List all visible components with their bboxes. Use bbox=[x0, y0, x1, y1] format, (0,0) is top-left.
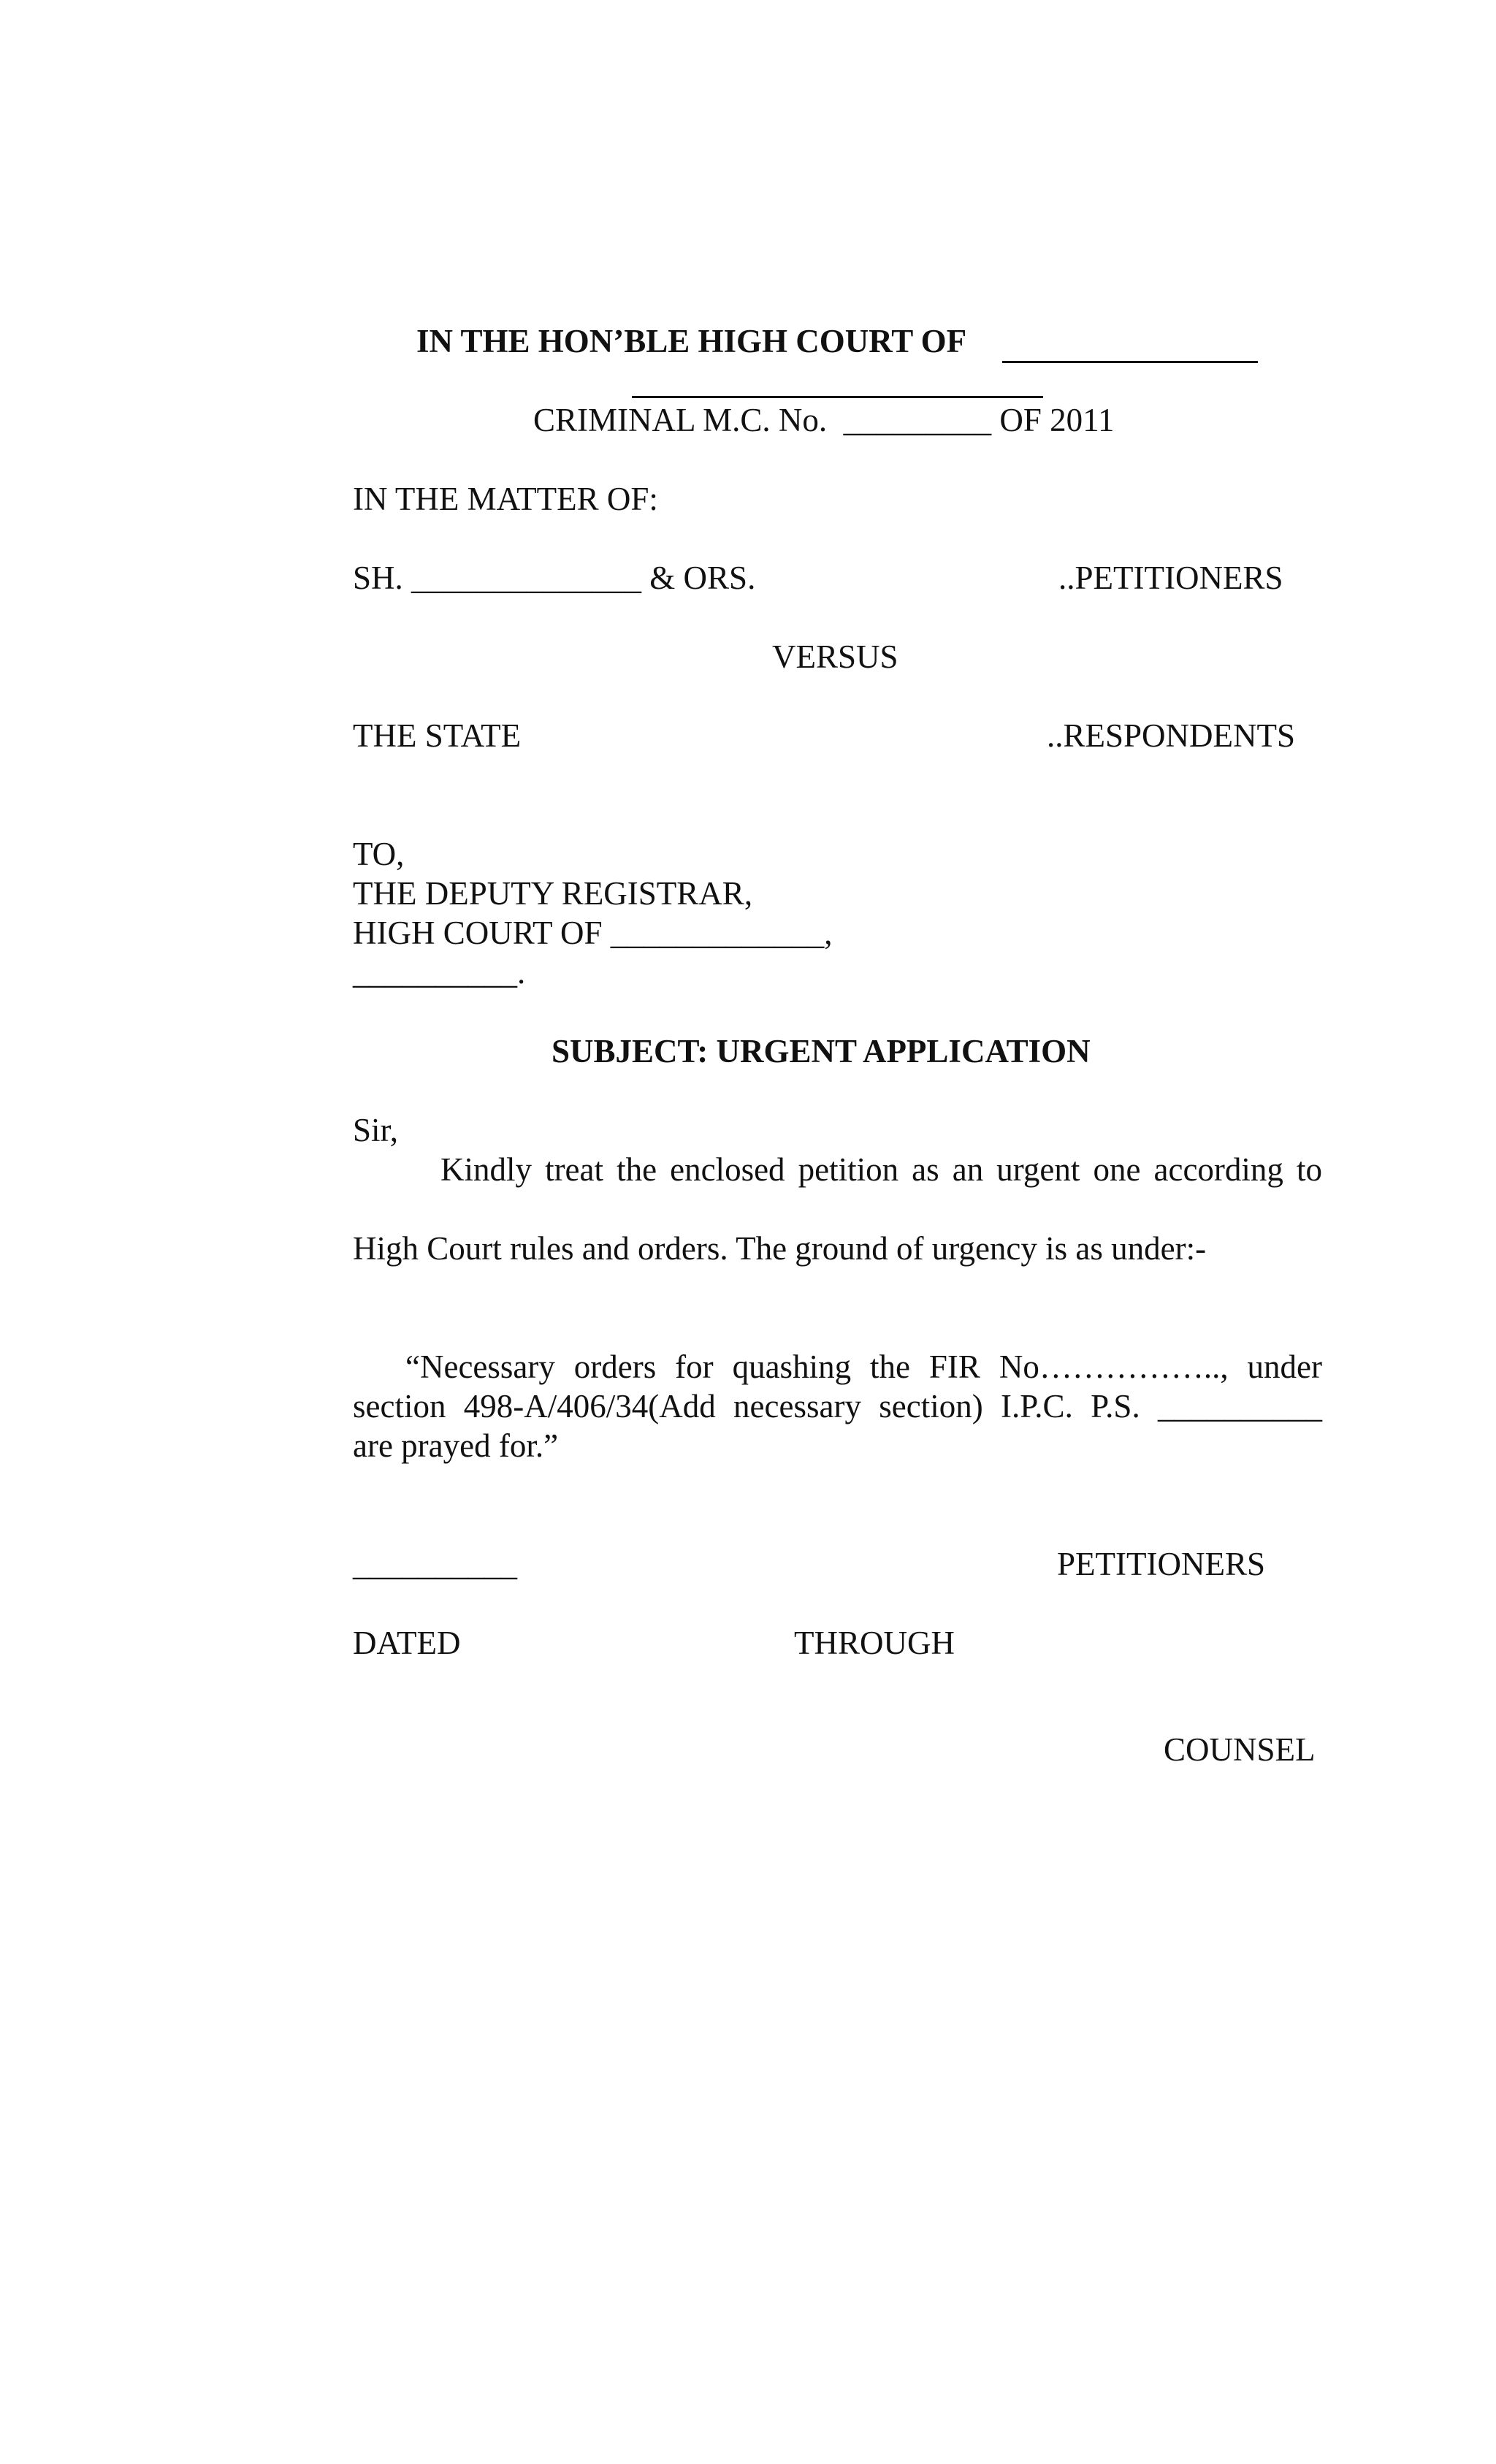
address-to: TO, bbox=[353, 836, 405, 872]
prayer-line-3: are prayed for.” bbox=[353, 1427, 559, 1464]
address-place: __________. bbox=[353, 954, 526, 991]
through-label: THROUGH bbox=[794, 1625, 955, 1661]
signature-petitioners-label: PETITIONERS bbox=[1057, 1546, 1265, 1582]
petitioners-label: ..PETITIONERS bbox=[1058, 560, 1283, 596]
address-recipient: THE DEPUTY REGISTRAR, bbox=[353, 875, 753, 912]
court-heading-blank-line bbox=[1002, 361, 1258, 363]
signature-blank: __________ bbox=[353, 1546, 517, 1582]
petitioner-name: SH. ______________ & ORS. bbox=[353, 560, 756, 596]
dated-label: DATED bbox=[353, 1625, 461, 1661]
court-heading: IN THE HON’BLE HIGH COURT OF bbox=[416, 323, 967, 359]
counsel-label: COUNSEL bbox=[1164, 1731, 1316, 1768]
case-number-line: CRIMINAL M.C. No. _________ OF 2011 bbox=[533, 402, 1115, 438]
prayer-line-2: section 498-A/406/34(Add necessary section) I.P.C. P.S. __________ bbox=[353, 1388, 1322, 1424]
body-line-2: High Court rules and orders. The ground of urgency is as under:- bbox=[353, 1230, 1207, 1267]
in-the-matter-of: IN THE MATTER OF: bbox=[353, 481, 658, 517]
versus-label: VERSUS bbox=[772, 638, 898, 675]
prayer-line-1: “Necessary orders for quashing the FIR No…………….., under bbox=[405, 1349, 1322, 1385]
respondent-name: THE STATE bbox=[353, 717, 522, 754]
subject-line: SUBJECT: URGENT APPLICATION bbox=[552, 1033, 1091, 1069]
address-court: HIGH COURT OF _____________, bbox=[353, 915, 833, 951]
salutation: Sir, bbox=[353, 1112, 398, 1148]
body-line-1: Kindly treat the enclosed petition as an urgent one according to bbox=[440, 1151, 1322, 1188]
respondents-label: ..RESPONDENTS bbox=[1047, 717, 1296, 754]
court-name-blank-line bbox=[632, 396, 1043, 398]
